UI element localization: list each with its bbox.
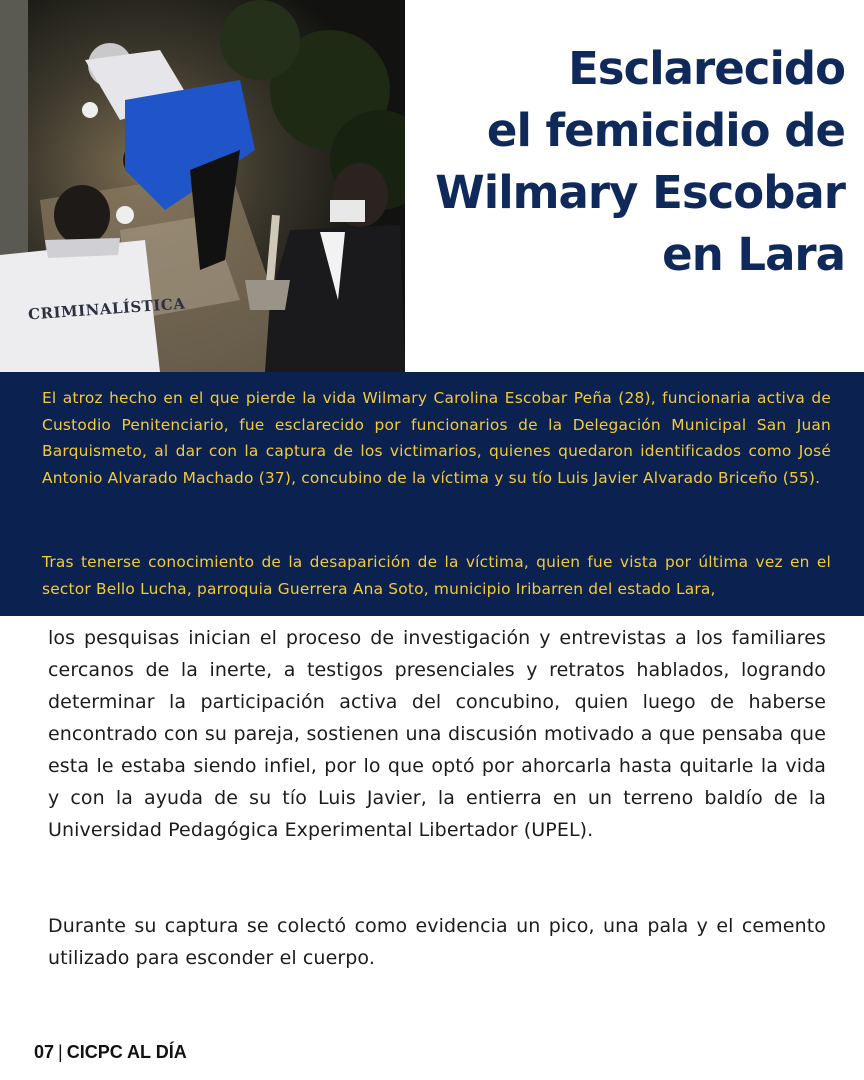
headline-line-3: Wilmary Escobar [435,166,845,219]
news-photo [0,0,405,372]
page-number: 07 [34,1042,55,1062]
body-paragraph-2: Durante su captura se colectó como evidencia un pico, una pala y el cemento utilizado para esconder el cuerpo. [48,915,826,969]
body-paragraph-1: los pesquisas inician el proceso de investigación y entrevistas a los familiares cercanos de la inerte, a testigos presenciales y retratos hablados, logrando determinar la participación activa del concubino, quien luego de haberse encontrado con su pareja, sostienen una discusión motivado a que pensaba que esta le estaba siendo infiel, por lo que optó por ahorcarla hasta quitarle la vida y con la ayuda de su tío Luis Javier, la entierra en un terreno baldío de la Universidad Pedagógica Experimental Libertador (UPEL). [48,627,826,841]
summary-paragraph-2: Tras tenerse conocimiento de la desaparición de la víctima, quien fue vista por última vez en el sector Bello Lucha, parroquia Guerrera Ana Soto, municipio Iribarren del estado Lara, [42,553,831,598]
page-footer [34,1042,187,1063]
publication-name: CICPC AL DÍA [66,1042,187,1062]
headline [405,38,845,286]
summary-band [0,372,864,616]
headline-line-4: en Lara [662,228,845,281]
headline-line-1: Esclarecido [568,42,845,95]
summary-paragraph-1: El atroz hecho en el que pierde la vida Wilmary Carolina Escobar Peña (28), funcionaria activa de Custodio Penitenciario, fue esclarecido por funcionarios de la Delegación Municipal San Juan Barquismeto, al dar con la captura de los victimarios, quienes quedaron identificados como José Antonio Alvarado Machado (37), concubino de la víctima y su tío Luis Javier Alvarado Briceño (55). [42,389,831,487]
footer-separator: | [58,1042,63,1062]
vest-label: CRIMINALÍSTICA [27,294,186,324]
headline-line-2: el femicidio de [486,104,845,157]
